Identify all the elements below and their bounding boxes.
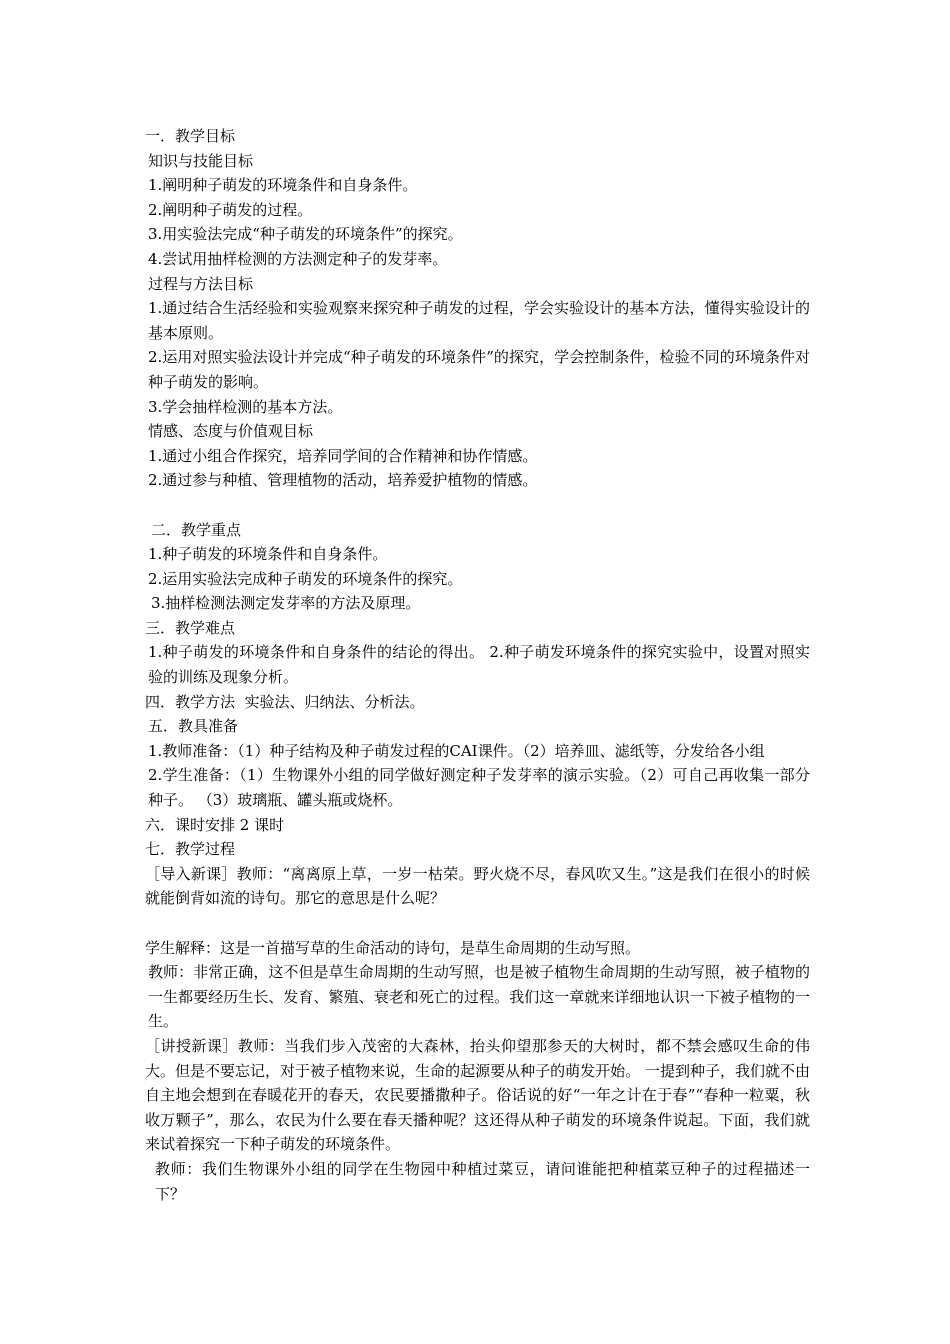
process-goal-item: 3.学会抽样检测的基本方法。 (148, 397, 343, 416)
process-paragraph: 学生解释：这是一首描写草的生命活动的诗句，是草生命周期的生动写照。 (145, 938, 641, 957)
key-point-item: 1.种子萌发的环境条件和自身条件。 (148, 545, 388, 564)
knowledge-goal-item: 1.阐明种子萌发的环境条件和自身条件。 (148, 176, 418, 195)
knowledge-goal-item: 4.尝试用抽样检测的方法测定种子的发芽率。 (148, 249, 448, 268)
key-point-item: 2.运用实验法完成种子萌发的环境条件的探究。 (148, 569, 463, 588)
process-goal-item: 2.运用对照实验法设计并完成“种子萌发的环境条件”的探究，学会控制条件，检验不同的环境条件对种子萌发的影响。 (148, 348, 810, 391)
materials-item: 1.教师准备：（1）种子结构及种子萌发过程的CAI课件。（2）培养皿、滤纸等，分发给各小组 (148, 741, 765, 760)
process-goal-item: 1.通过结合生活经验和实验观察来探究种子萌发的过程，学会实验设计的基本方法，懂得实验设计的基本原则。 (148, 299, 810, 342)
section-7-heading: 七．教学过程 (145, 840, 236, 859)
emotion-goals-title: 情感、态度与价值观目标 (148, 422, 314, 441)
section-6-heading: 六．课时安排 2 课时 (145, 815, 285, 834)
emotion-goal-item: 1.通过小组合作探究，培养同学间的合作精神和协作情感。 (148, 446, 538, 465)
section-3-heading: 三．教学难点 (145, 618, 236, 637)
section-1-heading: 一．教学目标 (145, 127, 236, 145)
section-4-heading: 四．教学方法 实验法、归纳法、分析法。 (145, 692, 425, 711)
process-paragraph: 教师：我们生物课外小组的同学在生物园中种植过菜豆，请问谁能把种植菜豆种子的过程描述一下？ (155, 1159, 810, 1203)
process-paragraph: ［讲授新课］教师：当我们步入茂密的大森林，抬头仰望那参天的大树时，都不禁会感叹生命的伟大。但是不要忘记，对于被子植物来说，生命的起源要从种子的萌发开始。 一提到种子，我们就不由自主地会想到在春暖花开的春天，农民要播撒种子。俗话说的好“一年之计在于春”“春种一粒粟，秋收万颗子”，那么，农民为什么要在春天播种呢？这还得从种子萌发的环境条件说起。下面，我们就来试着探究一下种子萌发的环境条件。 (145, 1036, 810, 1154)
blank-line (145, 493, 810, 518)
process-goals-title: 过程与方法目标 (148, 274, 254, 293)
knowledge-goal-item: 2.阐明种子萌发的过程。 (148, 200, 313, 219)
knowledge-goal-item: 3.用实验法完成“种子萌发的环境条件”的探究。 (148, 225, 463, 244)
process-paragraph: ［导入新课］教师：“离离原上草，一岁一枯荣。野火烧不尽，春风吹又生。”这是我们在很小的时候就能倒背如流的诗句。那它的意思是什么呢？ (145, 864, 810, 908)
document-body (145, 124, 810, 1206)
difficulty-text: 1.种子萌发的环境条件和自身条件的结论的得出。 2.种子萌发环境条件的探究实验中，设置对照实验的训练及现象分析。 (148, 643, 810, 687)
section-5-heading: 五．教具准备 (148, 717, 239, 736)
emotion-goal-item: 2.通过参与种植、管理植物的活动，培养爱护植物的情感。 (148, 471, 538, 490)
key-point-item: 3.抽样检测法测定发芽率的方法及原理。 (151, 594, 421, 613)
materials-item: 2.学生准备：（1）生物课外小组的同学做好测定种子发芽率的演示实验。（2）可自己再收集一部分种子。 （3）玻璃瓶、罐头瓶或烧杯。 (148, 766, 810, 810)
blank-line (145, 911, 810, 936)
knowledge-goals-title: 知识与技能目标 (148, 151, 254, 170)
section-2-heading: 二．教学重点 (151, 520, 242, 539)
process-paragraph: 教师：非常正确，这不但是草生命周期的生动写照，也是被子植物生命周期的生动写照，被子植物的一生都要经历生长、发育、繁殖、衰老和死亡的过程。我们这一章就来详细地认识一下被子植物的一生。 (148, 963, 810, 1031)
